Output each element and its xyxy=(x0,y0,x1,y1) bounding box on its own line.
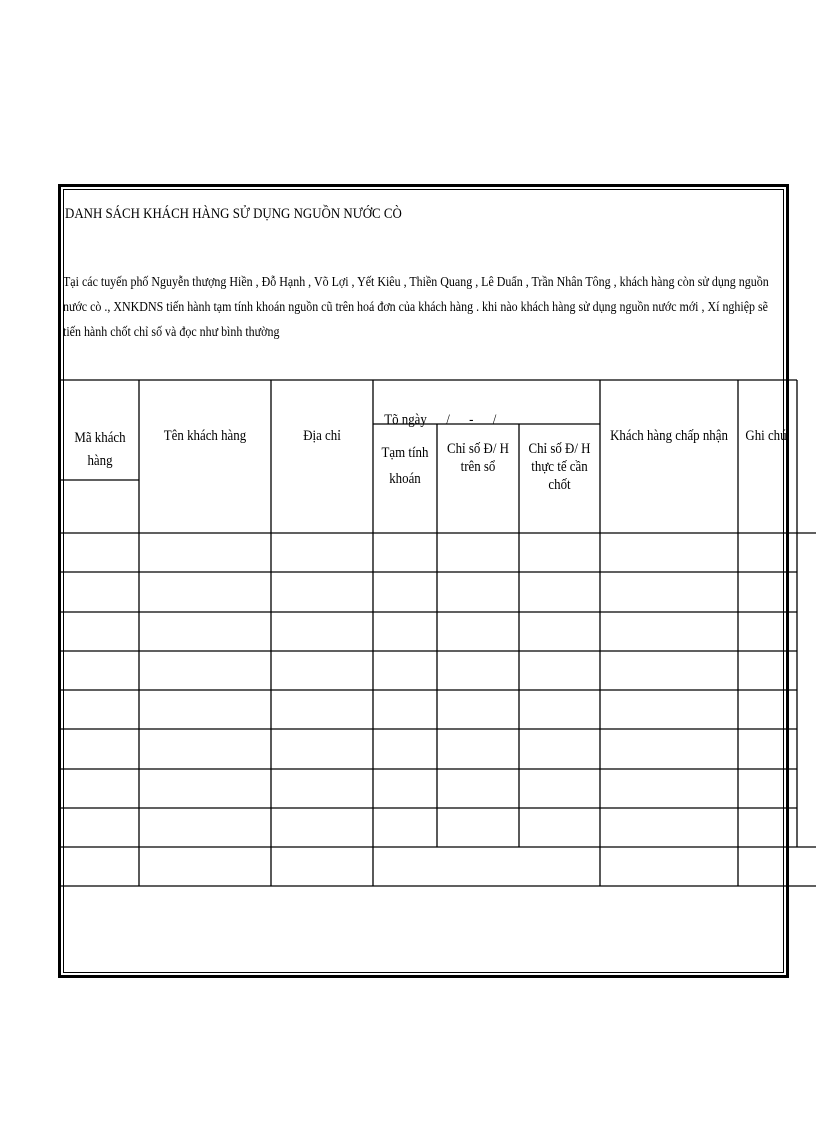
document-title: DANH SÁCH KHÁCH HÀNG SỬ DỤNG NGUỒN NƯỚC CÒ xyxy=(65,206,402,222)
header-khach-hang-chap-nhan: Khách hàng chấp nhận xyxy=(610,428,728,444)
document-notice: Tại các tuyến phố Nguyễn thượng Hiền , Đỗ Hạnh , Võ Lợi , Yết Kiêu , Thiền Quang , Lê Duẩn , Trần Nhân Tông , khách hàng còn sử dụng nguồn nước cò ., XNKDNS tiến hành tạm tính khoán nguồn cũ trên hoá đơn của khách hàng . khi nào khách hàng sử dụng nguồn nước mới , Xí nghiệp sẽ tiến hành chốt chỉ số và đọc như bình thường xyxy=(63,275,769,340)
header-tu-ngay: Tõ ngày xyxy=(384,412,427,428)
header-chi-so-thuc-te: Chỉ số Đ/ H thực tế cần chốt xyxy=(528,441,591,493)
header-tu-ngay-group xyxy=(378,395,496,429)
header-ma-khach-hang: Mã khách hàng xyxy=(74,430,126,469)
header-ten-khach-hang: Tên khách hàng xyxy=(163,428,247,444)
header-tu-ngay-date: / - / xyxy=(446,412,497,428)
header-chi-so-tren-so: Chỉ số Đ/ H trên sổ xyxy=(446,441,510,475)
header-tam-tinh-khoan: Tạm tính khoán xyxy=(381,445,429,487)
header-dia-chi: Địa chỉ xyxy=(303,428,341,444)
header-ghi-chu: Ghi chú xyxy=(745,428,787,444)
